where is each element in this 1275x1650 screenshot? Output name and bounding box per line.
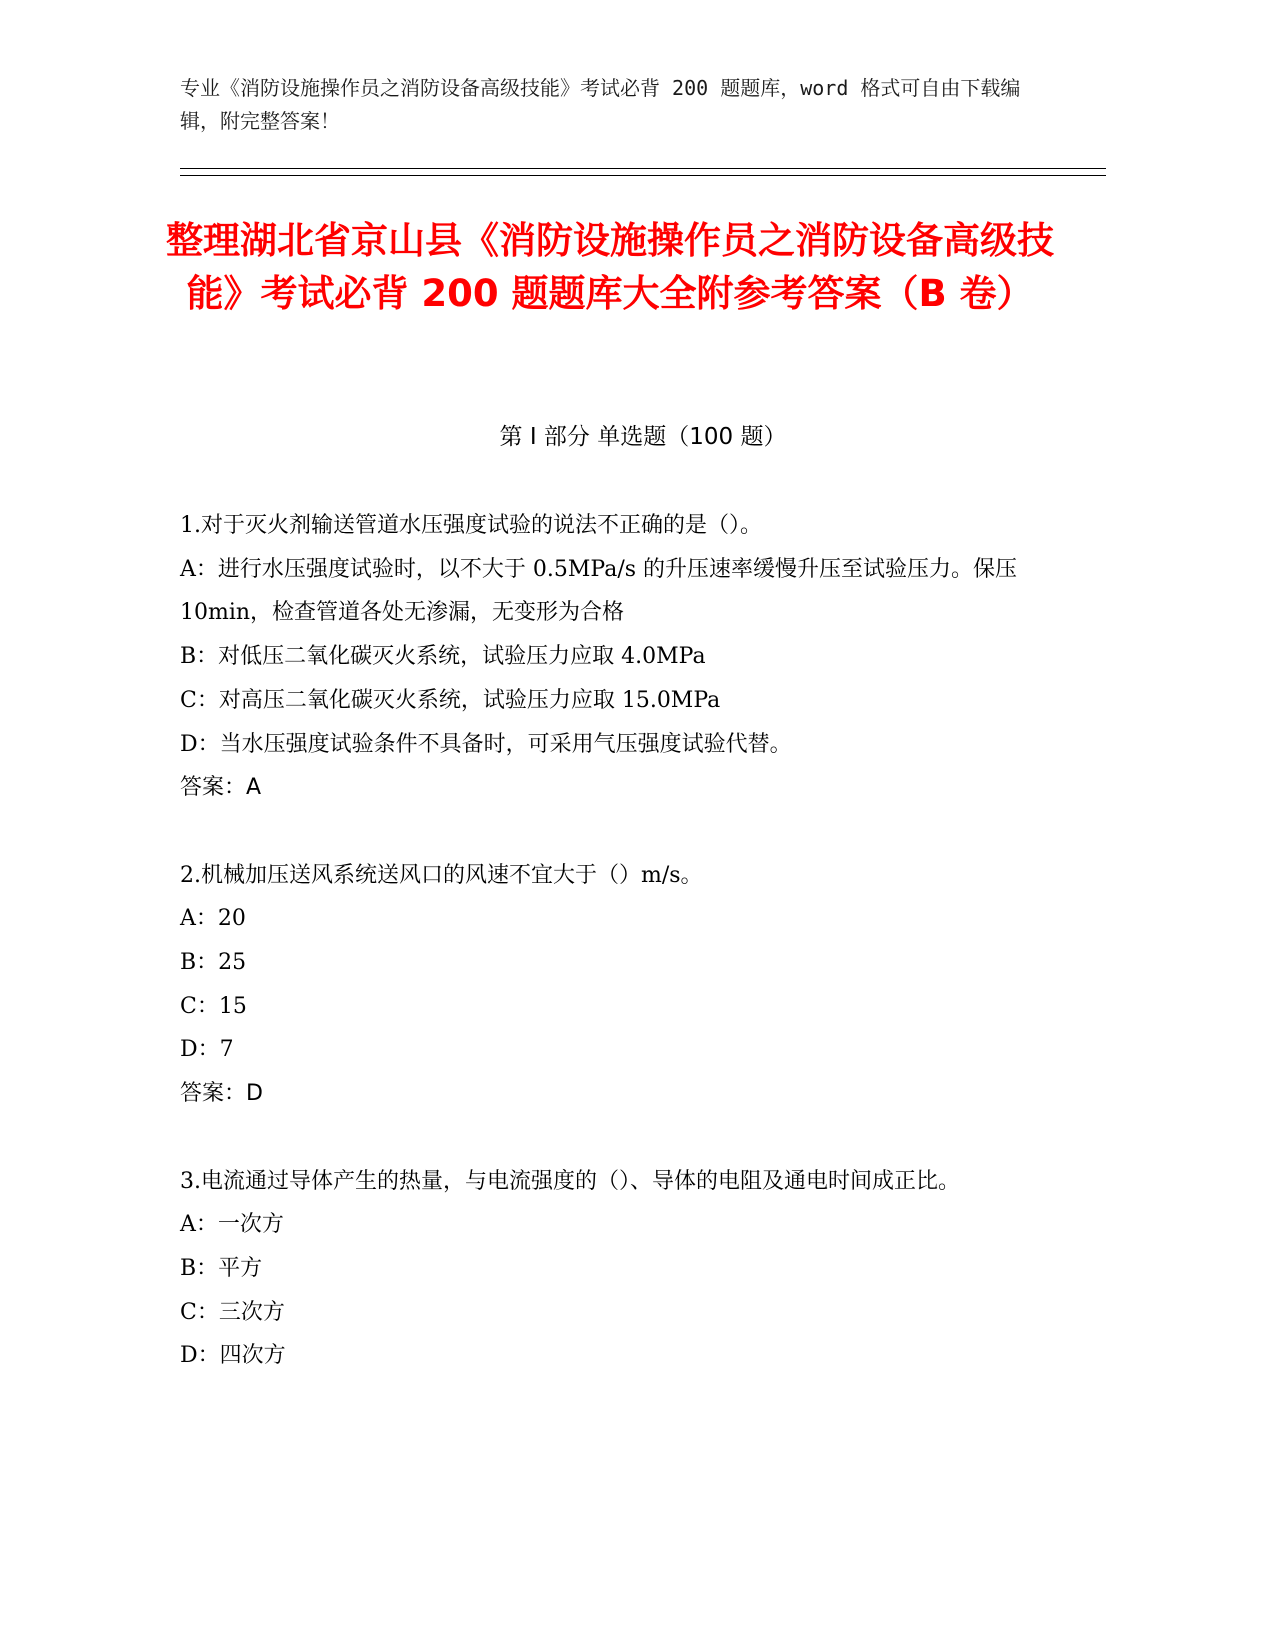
answer: 答案：D (180, 1081, 263, 1107)
option-a: A：20 (180, 906, 246, 932)
option-d: D：当水压强度试验条件不具备时，可采用气压强度试验代替。 (180, 731, 792, 757)
question-3 (180, 1160, 1020, 1379)
option-c: C：对高压二氧化碳灭火系统，试验压力应取 15.0MPa (180, 687, 721, 713)
question-list (180, 504, 1020, 1422)
option-d: D：7 (180, 1037, 234, 1063)
option-b: B：对低压二氧化碳灭火系统，试验压力应取 4.0MPa (180, 644, 706, 670)
document-title: 整理湖北省京山县《消防设施操作员之消防设备高级技能》考试必背 200 题题库大全附参考答案（B 卷） (166, 219, 1054, 315)
header-note: 专业《消防设施操作员之消防设备高级技能》考试必背 200 题题库，word 格式可自由下载编辑，附完整答案！ (180, 76, 1021, 133)
question-stem: 2.机械加压送风系统送风口的风速不宜大于（）m/s。 (180, 862, 703, 888)
header-rule-top (180, 168, 1106, 169)
option-b: B：25 (180, 950, 247, 976)
section-heading: 第 I 部分 单选题（100 题） (499, 424, 787, 450)
option-c: C：三次方 (180, 1299, 285, 1325)
header-rule-bottom (180, 175, 1106, 176)
question-stem: 3.电流通过导体产生的热量，与电流强度的（）、导体的电阻及通电时间成正比。 (180, 1168, 960, 1194)
option-c: C：15 (180, 993, 247, 1019)
option-a: A：进行水压强度试验时，以不大于 0.5MPa/s 的升压速率缓慢升压至试验压力。保压 10min，检查管道各处无渗漏，无变形为合格 (180, 556, 1018, 626)
answer: 答案：A (180, 775, 262, 801)
option-d: D：四次方 (180, 1343, 286, 1369)
option-b: B：平方 (180, 1255, 263, 1281)
question-2 (180, 854, 1020, 1116)
question-1 (180, 504, 1020, 810)
question-stem: 1.对于灭火剂输送管道水压强度试验的说法不正确的是（）。 (180, 513, 762, 538)
option-a: A：一次方 (180, 1212, 284, 1238)
